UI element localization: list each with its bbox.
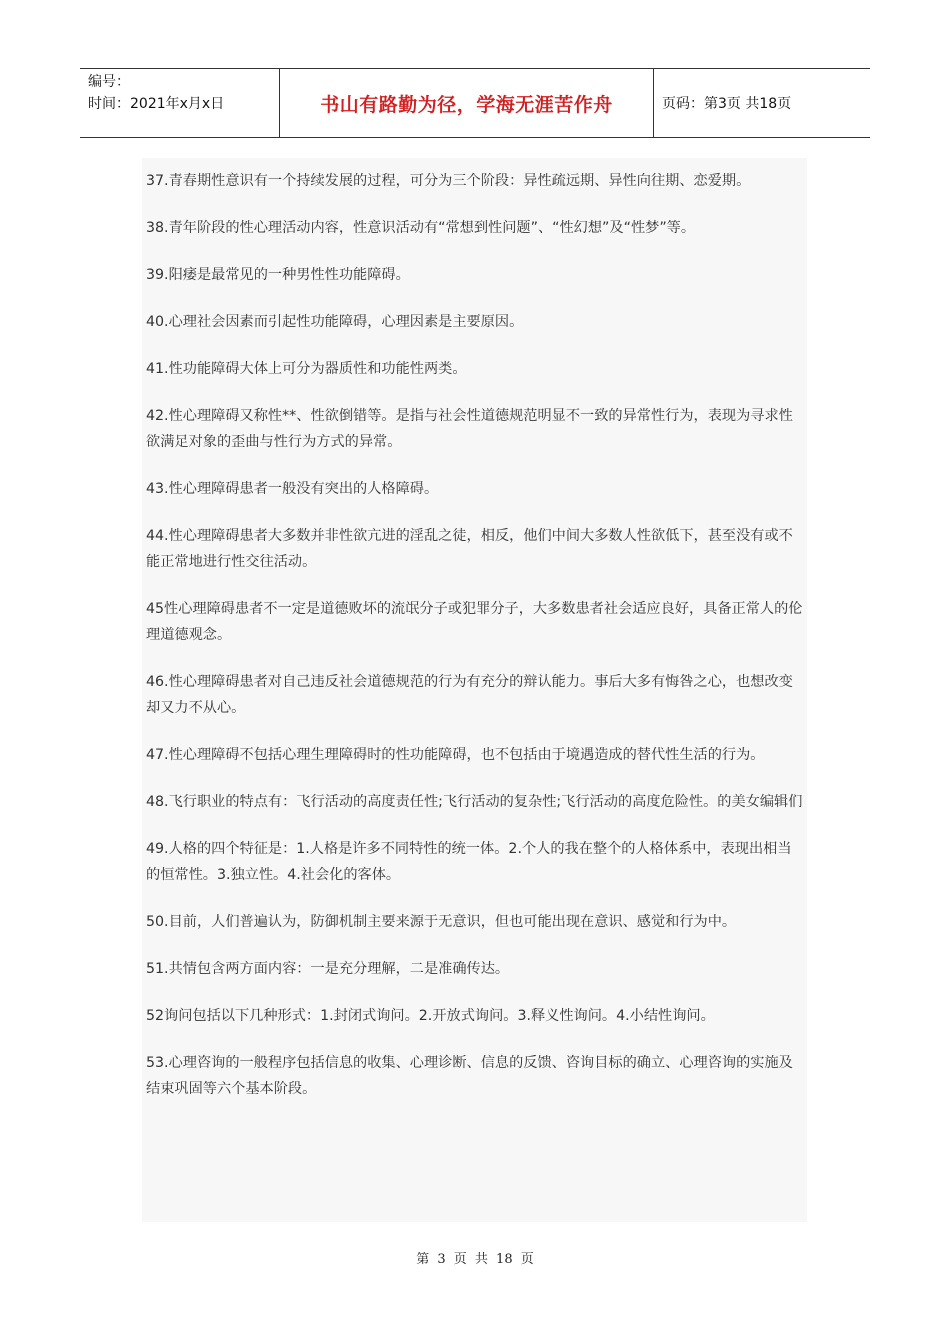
- list-item: 39.阳痿是最常见的一种男性性功能障碍。: [146, 267, 410, 283]
- page-footer: 第 3 页 共 18 页: [416, 1252, 534, 1267]
- list-item: 45性心理障碍患者不一定是道德败坏的流氓分子或犯罪分子，大多数患者社会适应良好，具备正常人的伦理道德观念。: [146, 601, 803, 643]
- list-item: 50.目前，人们普遍认为，防御机制主要来源于无意识，但也可能出现在意识、感觉和行为中。: [146, 914, 737, 930]
- list-item: 47.性心理障碍不包括心理生理障碍时的性功能障碍，也不包括由于境遇造成的替代性生活的行为。: [146, 747, 765, 763]
- doc-date: 时间：2021年x月x日: [88, 96, 225, 112]
- list-item: 42.性心理障碍又称性**、性欲倒错等。是指与社会性道德规范明显不一致的异常性行为，表现为寻求性欲满足对象的歪曲与性行为方式的异常。: [146, 408, 793, 450]
- list-item: 40.心理社会因素而引起性功能障碍，心理因素是主要原因。: [146, 314, 524, 330]
- list-item: 41.性功能障碍大体上可分为器质性和功能性两类。: [146, 361, 467, 377]
- header-page-info: 页码：第3页 共18页: [662, 96, 792, 112]
- header-motto: 书山有路勤为径，学海无涯苦作舟: [280, 69, 654, 137]
- list-item: 52询问包括以下几种形式：1.封闭式询问。2.开放式询问。3.释义性询问。4.小结性询问。: [146, 1008, 715, 1024]
- list-item: 49.人格的四个特征是：1.人格是许多不同特性的统一体。2.个人的我在整个的人格体系中，表现出相当的恒常性。3.独立性。4.社会化的客体。: [146, 841, 792, 883]
- page-header: [80, 68, 870, 138]
- list-item: 44.性心理障碍患者大多数并非性欲亢进的淫乱之徒，相反，他们中间大多数人性欲低下，甚至没有或不能正常地进行性交往活动。: [146, 528, 793, 570]
- list-item: 53.心理咨询的一般程序包括信息的收集、心理诊断、信息的反馈、咨询目标的确立、心理咨询的实施及结束巩固等六个基本阶段。: [146, 1055, 793, 1097]
- list-item: 38.青年阶段的性心理活动内容，性意识活动有“常想到性问题”、“性幻想”及“性梦”等。: [146, 220, 696, 236]
- list-item: 48.飞行职业的特点有：飞行活动的高度责任性;飞行活动的复杂性;飞行活动的高度危险性。的美女编辑们: [146, 794, 803, 810]
- content-area: [142, 158, 807, 1222]
- list-item: 37.青春期性意识有一个持续发展的过程，可分为三个阶段：异性疏远期、异性向往期、恋爱期。: [146, 173, 751, 189]
- doc-code-label: 编号：: [88, 74, 130, 90]
- header-meta: [80, 69, 280, 137]
- list-item: 46.性心理障碍患者对自己违反社会道德规范的行为有充分的辩认能力。事后大多有悔咎之心，也想改变却又力不从心。: [146, 674, 793, 716]
- list-item: 51.共情包含两方面内容：一是充分理解，二是准确传达。: [146, 961, 510, 977]
- list-item: 43.性心理障碍患者一般没有突出的人格障碍。: [146, 481, 439, 497]
